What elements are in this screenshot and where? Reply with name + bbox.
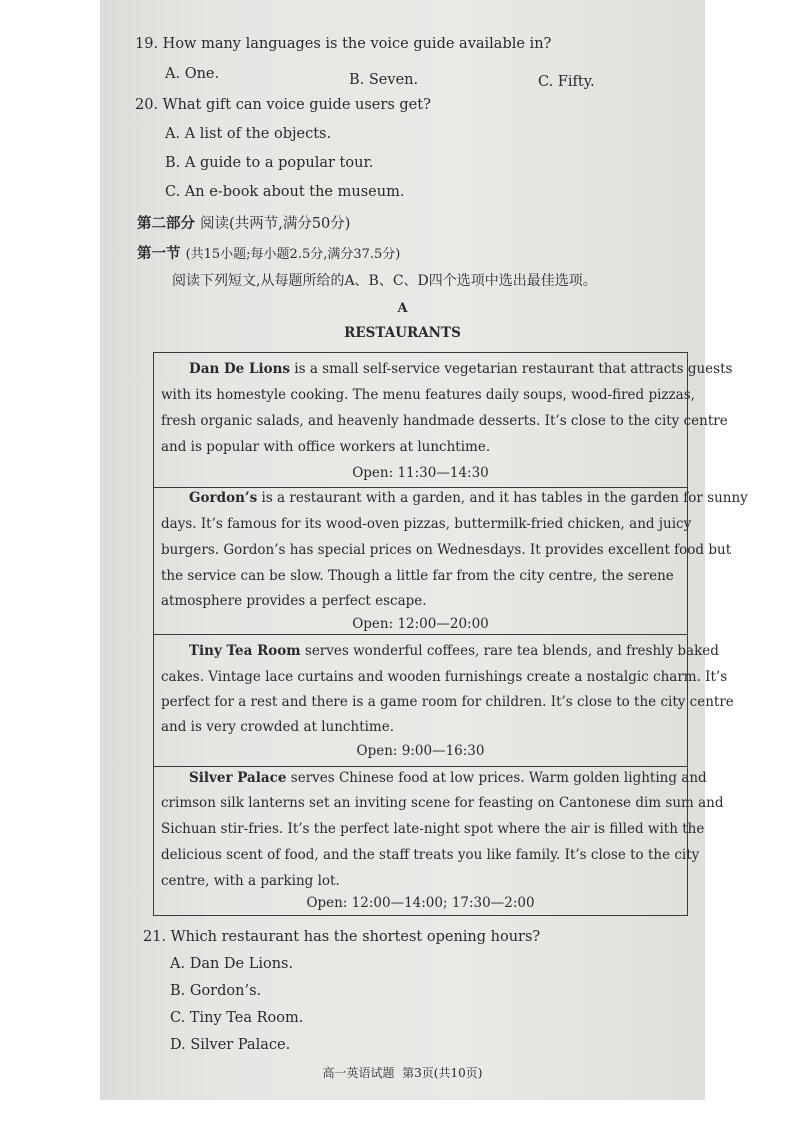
q21-option-c: C. Tiny Tea Room. — [170, 1010, 304, 1026]
question-20 — [135, 97, 431, 113]
description-line: crimson silk lanterns set an inviting scene for feasting on Cantonese dim sum and — [161, 795, 724, 811]
question-number: 19. — [135, 36, 159, 52]
restaurant-name: Silver Palace — [189, 770, 287, 786]
description-line: serves wonderful coffees, rare tea blends, and freshly baked — [300, 643, 719, 659]
description-line: fresh organic salads, and heavenly handmade desserts. It’s close to the city centre — [161, 413, 728, 429]
section1-heading — [137, 242, 400, 263]
part2-heading — [137, 212, 350, 233]
q20-option-a: A. A list of the objects. — [165, 126, 332, 142]
reading-instruction: 阅读下列短文,从每题所给的A、B、C、D四个选项中选出最佳选项。 — [172, 273, 597, 289]
section1-desc: (共15小题;每小题2.5分,满分37.5分) — [185, 247, 401, 262]
q20-option-c: C. An e-book about the museum. — [165, 184, 405, 200]
restaurant-name: Dan De Lions — [189, 361, 291, 377]
description-line: is a small self-service vegetarian restaurant that attracts guests — [290, 361, 733, 377]
description-line: and is very crowded at lunchtime. — [161, 719, 395, 735]
restaurants-table — [153, 352, 748, 916]
description-line: delicious scent of food, and the staff treats you like family. It’s close to the city — [161, 847, 700, 863]
restaurant-row-silver-palace — [154, 767, 724, 914]
q19-option-b: B. Seven. — [349, 72, 419, 88]
passage-title: RESTAURANTS — [344, 325, 461, 341]
section1-title: 第一节 — [137, 245, 181, 262]
question-text: How many languages is the voice guide available in? — [162, 36, 552, 52]
restaurant-name: Tiny Tea Room — [189, 643, 301, 659]
description-line: and is popular with office workers at lunchtime. — [161, 439, 491, 455]
description-line: atmosphere provides a perfect escape. — [161, 593, 427, 609]
question-text: What gift can voice guide users get? — [162, 97, 431, 113]
opening-hours: Open: 12:00—14:00; 17:30—2:00 — [306, 895, 535, 911]
question-number: 20. — [135, 97, 159, 113]
restaurant-name: Gordon’s — [189, 490, 258, 506]
opening-hours: Open: 9:00—16:30 — [356, 743, 485, 759]
restaurant-row-tiny-tea-room — [154, 635, 734, 767]
question-19 — [135, 36, 551, 52]
description-line: Sichuan stir-fries. It’s the perfect late-night spot where the air is filled with the — [161, 821, 705, 837]
question-number: 21. — [143, 929, 167, 945]
description-line: is a restaurant with a garden, and it has tables in the garden for sunny — [257, 490, 748, 506]
description-line: with its homestyle cooking. The menu features daily soups, wood-fired pizzas, — [161, 387, 695, 403]
opening-hours: Open: 12:00—20:00 — [352, 616, 489, 632]
part2-desc: 阅读(共两节,满分50分) — [200, 216, 351, 232]
passage-letter: A — [397, 301, 408, 316]
question-text: Which restaurant has the shortest opening hours? — [170, 929, 541, 945]
q19-option-a: A. One. — [165, 66, 220, 82]
description-line: cakes. Vintage lace curtains and wooden furnishings create a nostalgic charm. It’s — [161, 669, 728, 685]
question-21 — [143, 929, 540, 945]
opening-hours: Open: 11:30—14:30 — [352, 465, 489, 481]
description-line: serves Chinese food at low prices. Warm golden lighting and — [286, 770, 707, 786]
q21-option-a: A. Dan De Lions. — [170, 956, 294, 972]
restaurant-row-dan-de-lions — [154, 353, 733, 488]
description-line: centre, with a parking lot. — [161, 873, 340, 889]
page-footer: 高一英语试题 第3页(共10页) — [322, 1066, 483, 1080]
q19-option-c: C. Fifty. — [538, 74, 595, 90]
description-line: the service can be slow. Though a little far from the city centre, the serene — [161, 568, 674, 584]
q21-option-d: D. Silver Palace. — [170, 1037, 291, 1053]
description-line: burgers. Gordon’s has special prices on Wednesdays. It provides excellent food but — [161, 542, 732, 558]
description-line: days. It’s famous for its wood-oven pizzas, buttermilk-fried chicken, and juicy — [161, 516, 692, 532]
description-line: perfect for a rest and there is a game room for children. It’s close to the city centre — [161, 694, 734, 710]
q21-option-b: B. Gordon’s. — [170, 983, 262, 999]
part2-title: 第二部分 — [137, 215, 195, 232]
restaurant-row-gordons — [154, 488, 748, 635]
q20-option-b: B. A guide to a popular tour. — [165, 155, 374, 171]
